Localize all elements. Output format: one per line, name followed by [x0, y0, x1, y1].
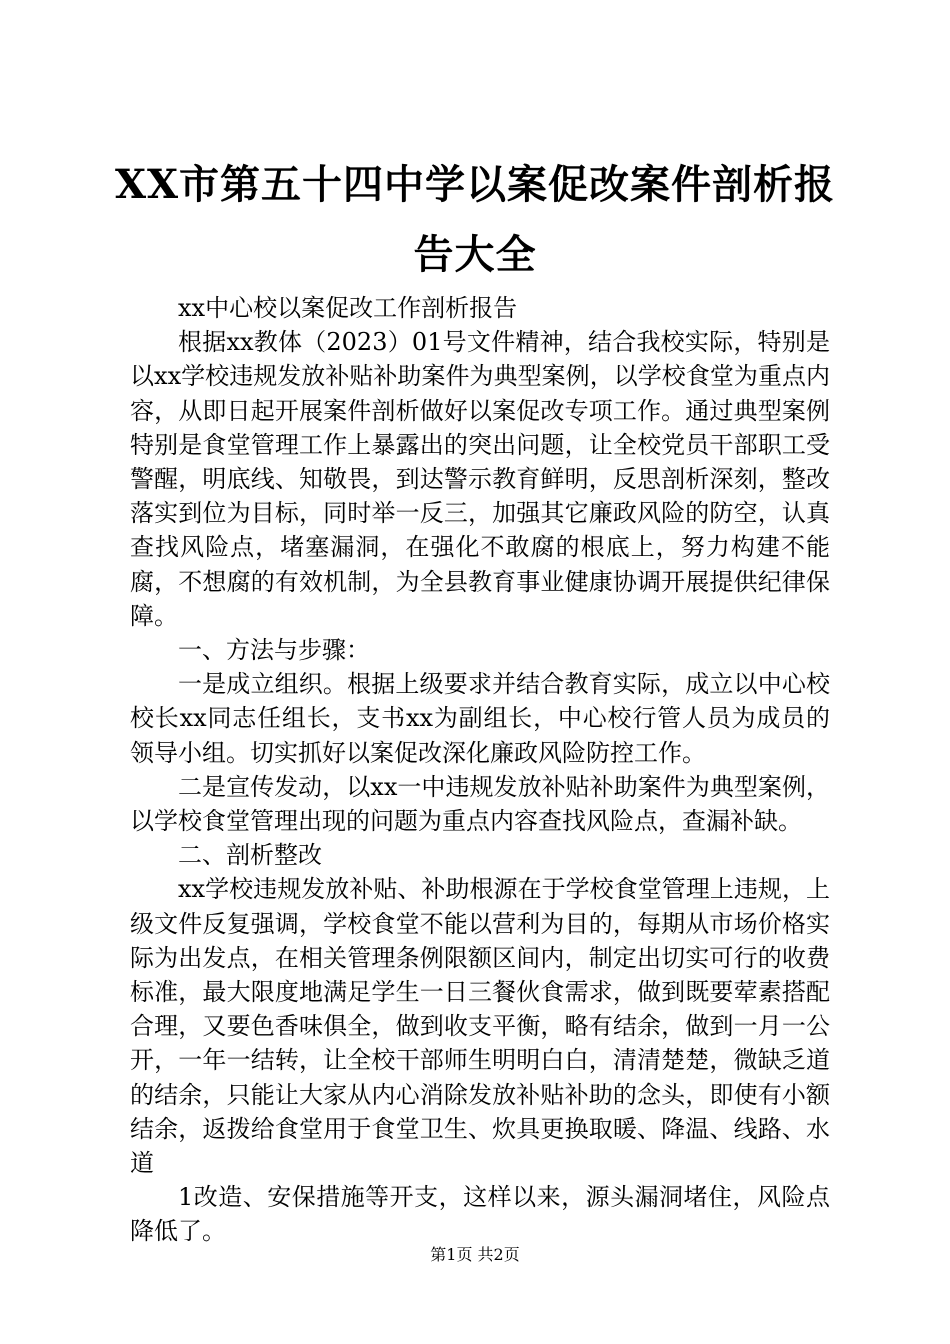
paragraph: 二是宣传发动，以xx一中违规发放补贴补助案件为典型案例，以学校食堂管理出现的问题为重点内容查找风险点，查漏补缺。 [130, 772, 830, 836]
paragraph-subtitle: xx中心校以案促改工作剖析报告 [178, 294, 518, 322]
paragraph: xx学校违规发放补贴、补助根源在于学校食堂管理上违规，上级文件反复强调，学校食堂不能以营利为目的，每期从市场价格实际为出发点，在相关管理条例限额区间内，制定出切实可行的收费标准，最大限度地满足学生一日三餐伙食需求，做到既要荤素搭配合理，又要色香味俱全，做到收支平衡，略有结余，做到一月一公开，一年一结转，让全校干部师生明明白白，清清楚楚，微缺乏道的结余，只能让大家从内心消除发放补贴补助的念头，即使有小额结余，返拨给食堂用于食堂卫生、炊具更换取暖、降温、线路、水道 [130, 875, 830, 1178]
section-heading: 二、剖析整改 [178, 841, 322, 870]
document-body [130, 291, 830, 1249]
document-title: XX市第五十四中学以案促改案件剖析报告大全 [114, 161, 836, 278]
paragraph: 根据xx教体（2023）01号文件精神，结合我校实际，特别是以xx学校违规发放补贴补助案件为典型案例，以学校食堂为重点内容，从即日起开展案件剖析做好以案促改专项工作。通过典型案例特别是食堂管理工作上暴露出的突出问题，让全校党员干部职工受警醒，明底线、知敬畏，到达警示教育鲜明，反思剖析深刻，整改落实到位为目标，同时举一反三，加强其它廉政风险的防空，认真查找风险点，堵塞漏洞，在强化不敢腐的根底上，努力构建不能腐，不想腐的有效机制，为全县教育事业健康协调开展提供纪律保障。 [130, 328, 830, 630]
paragraph: 1改造、安保措施等开支，这样以来，源头漏洞堵住，风险点降低了。 [130, 1183, 830, 1246]
paragraph: 一是成立组织。根据上级要求并结合教育实际，成立以中心校校长xx同志任组长，支书xx为副组长，中心校行管人员为成员的领导小组。切实抓好以案促改深化廉政风险防控工作。 [130, 670, 830, 767]
page-footer: 第1页 共2页 [430, 1245, 520, 1264]
section-heading: 一、方法与步骤： [178, 636, 370, 665]
